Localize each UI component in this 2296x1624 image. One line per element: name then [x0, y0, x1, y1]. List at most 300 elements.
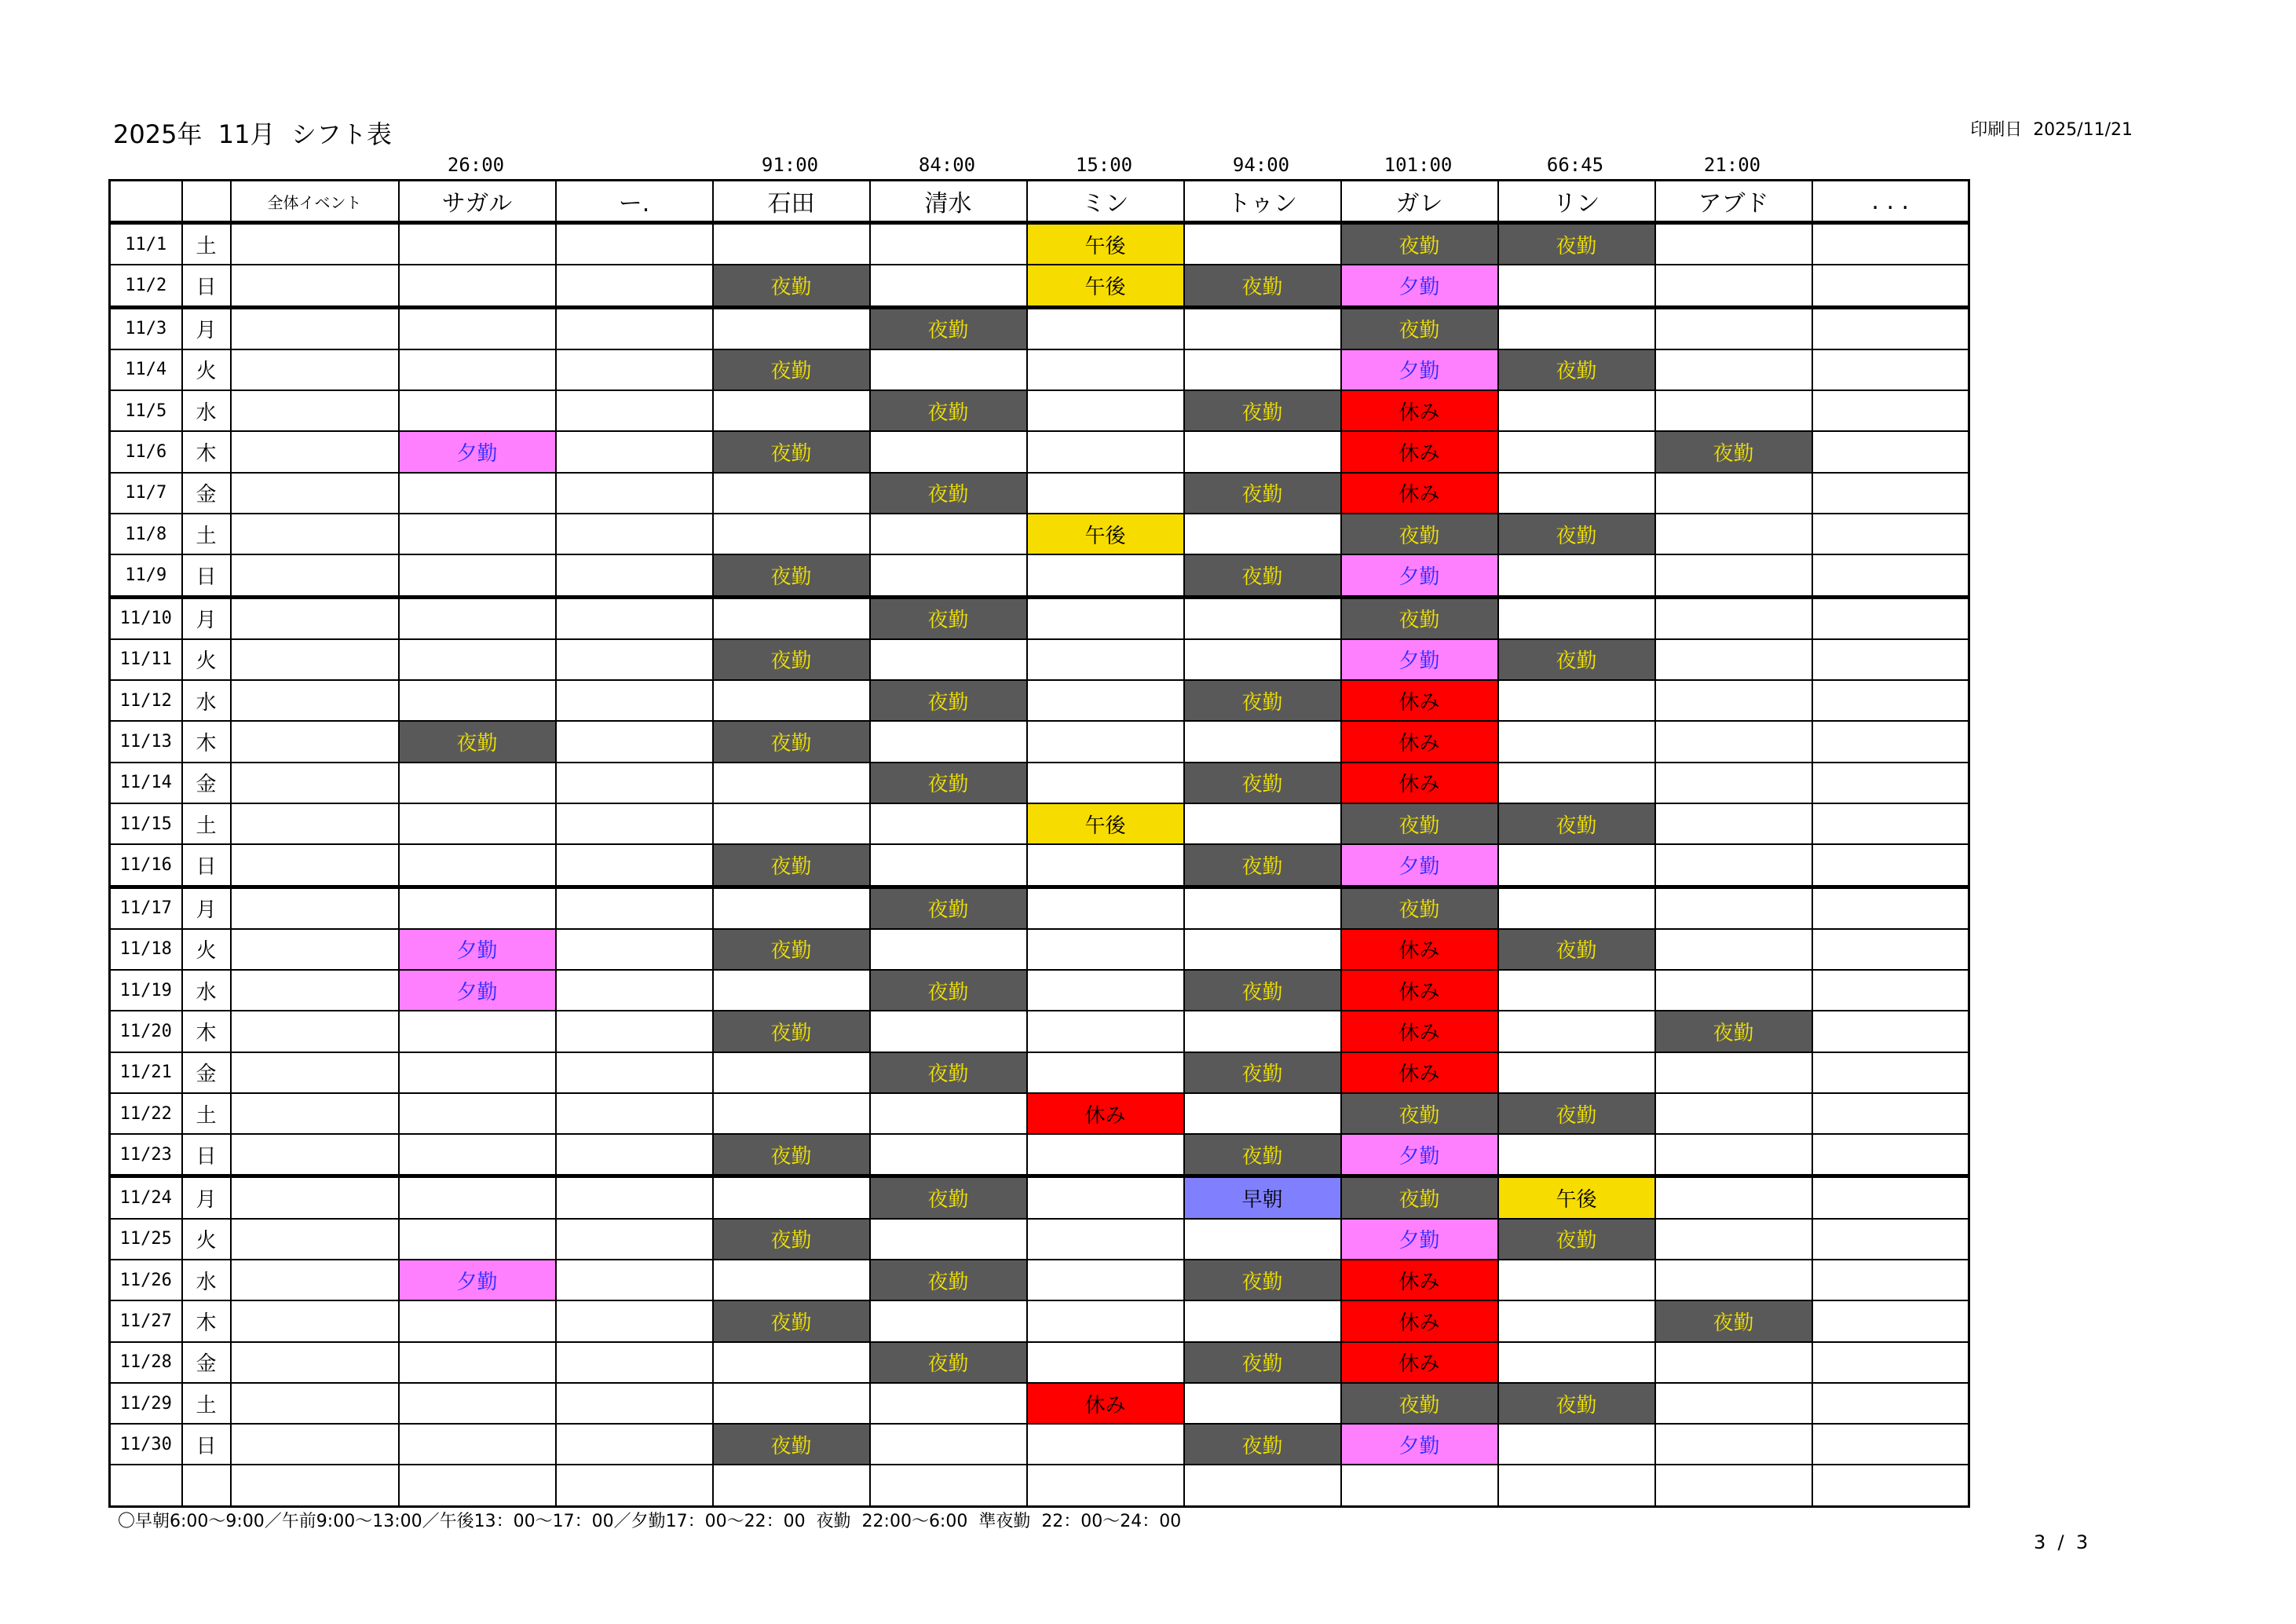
shift-cell: 午後	[1027, 514, 1184, 554]
weekday-cell: 火	[182, 349, 231, 390]
shift-cell	[870, 1465, 1027, 1506]
shift-cell: 夜勤	[713, 1219, 870, 1260]
shift-cell	[399, 597, 556, 639]
shift-cell: 午後	[1027, 265, 1184, 307]
shift-cell	[556, 680, 713, 721]
event-cell	[231, 1011, 399, 1052]
shift-cell	[1184, 1011, 1341, 1052]
date-cell: 11/10	[110, 597, 182, 639]
shift-cell: 夜勤	[713, 844, 870, 887]
day-row	[110, 223, 1969, 265]
staff-header: ガレ	[1341, 181, 1498, 223]
shift-cell	[1812, 929, 1969, 970]
shift-cell	[1812, 887, 1969, 929]
shift-cell	[1027, 1300, 1184, 1341]
date-cell: 11/1	[110, 223, 182, 265]
staff-total-hours: 26:00	[447, 154, 505, 176]
shift-cell	[399, 1093, 556, 1134]
day-row	[110, 721, 1969, 762]
shift-cell	[399, 1342, 556, 1383]
shift-cell: 夜勤	[1184, 1342, 1341, 1383]
shift-cell	[1184, 929, 1341, 970]
shift-cell: 夜勤	[1184, 680, 1341, 721]
page-title: 2025年 11月 シフト表	[113, 119, 392, 149]
staff-total-hours: 84:00	[918, 154, 976, 176]
shift-cell: 夜勤	[1341, 597, 1498, 639]
shift-cell	[399, 1300, 556, 1341]
shift-cell	[713, 514, 870, 554]
shift-cell	[713, 1383, 870, 1424]
day-row	[110, 1219, 1969, 1260]
day-row	[110, 763, 1969, 803]
shift-cell	[1655, 1342, 1812, 1383]
shift-cell	[556, 390, 713, 431]
shift-cell	[1498, 680, 1655, 721]
shift-cell: 夜勤	[1498, 1383, 1655, 1424]
staff-header: リン	[1498, 181, 1655, 223]
shift-cell	[1498, 1424, 1655, 1465]
event-cell	[231, 1465, 399, 1506]
weekday-cell: 金	[182, 763, 231, 803]
shift-cell	[1027, 1219, 1184, 1260]
day-row	[110, 1260, 1969, 1300]
date-cell: 11/7	[110, 473, 182, 514]
date-cell	[110, 1465, 182, 1506]
date-cell: 11/27	[110, 1300, 182, 1341]
shift-cell	[1498, 473, 1655, 514]
event-cell	[231, 1383, 399, 1424]
weekday-cell: 水	[182, 390, 231, 431]
shift-cell	[1812, 721, 1969, 762]
shift-cell	[1812, 1383, 1969, 1424]
shift-cell: 夕勤	[1341, 265, 1498, 307]
shift-cell: 夜勤	[713, 721, 870, 762]
shift-cell	[870, 514, 1027, 554]
staff-header: . . .	[1812, 181, 1969, 223]
shift-cell: 夜勤	[870, 597, 1027, 639]
shift-cell: 夜勤	[870, 1260, 1027, 1300]
shift-cell	[1027, 929, 1184, 970]
staff-total-hours: 101:00	[1384, 154, 1453, 176]
weekday-column-header	[182, 181, 231, 223]
shift-cell	[713, 307, 870, 349]
date-cell: 11/19	[110, 970, 182, 1011]
date-cell: 11/12	[110, 680, 182, 721]
shift-cell: 夕勤	[1341, 554, 1498, 597]
shift-cell	[1184, 514, 1341, 554]
day-row	[110, 597, 1969, 639]
shift-cell	[1027, 1052, 1184, 1093]
shift-cell: 休み	[1341, 1300, 1498, 1341]
shift-cell	[1812, 639, 1969, 680]
day-row	[110, 514, 1969, 554]
event-cell	[231, 514, 399, 554]
weekday-cell: 金	[182, 1342, 231, 1383]
shift-cell: 休み	[1341, 721, 1498, 762]
event-cell	[231, 763, 399, 803]
shift-cell	[1812, 970, 1969, 1011]
shift-cell	[556, 1093, 713, 1134]
shift-cell	[870, 554, 1027, 597]
shift-cell	[713, 803, 870, 844]
shift-cell	[399, 763, 556, 803]
shift-cell	[1812, 680, 1969, 721]
shift-cell: 夜勤	[713, 554, 870, 597]
date-cell: 11/20	[110, 1011, 182, 1052]
shift-cell	[556, 1300, 713, 1341]
shift-cell	[399, 1219, 556, 1260]
shift-cell	[556, 597, 713, 639]
shift-cell	[1655, 1219, 1812, 1260]
shift-cell	[1498, 1011, 1655, 1052]
shift-cell	[1812, 803, 1969, 844]
shift-cell: 夜勤	[1341, 307, 1498, 349]
shift-cell	[1655, 680, 1812, 721]
shift-cell	[556, 1260, 713, 1300]
day-row	[110, 1424, 1969, 1465]
shift-cell: 夕勤	[1341, 639, 1498, 680]
weekday-cell: 日	[182, 1134, 231, 1176]
shift-cell	[713, 970, 870, 1011]
date-cell: 11/29	[110, 1383, 182, 1424]
shift-cell: 夜勤	[1655, 1011, 1812, 1052]
shift-cell: 休み	[1341, 1260, 1498, 1300]
shift-cell: 休み	[1341, 473, 1498, 514]
day-row	[110, 680, 1969, 721]
shift-cell	[1655, 1176, 1812, 1219]
shift-cell	[399, 887, 556, 929]
shift-cell	[1027, 307, 1184, 349]
day-row	[110, 1052, 1969, 1093]
event-column-header: 全体イベント	[231, 181, 399, 223]
shift-cell	[1655, 803, 1812, 844]
day-row	[110, 887, 1969, 929]
shift-cell	[1812, 514, 1969, 554]
day-row	[110, 929, 1969, 970]
shift-cell	[870, 431, 1027, 472]
shift-cell	[399, 844, 556, 887]
date-cell: 11/13	[110, 721, 182, 762]
event-cell	[231, 1219, 399, 1260]
day-row	[110, 1465, 1969, 1506]
shift-cell	[1498, 265, 1655, 307]
shift-cell	[556, 844, 713, 887]
shift-cell	[1027, 887, 1184, 929]
date-cell: 11/17	[110, 887, 182, 929]
shift-cell	[1498, 307, 1655, 349]
shift-cell: 休み	[1027, 1093, 1184, 1134]
shift-cell: 夜勤	[1341, 1383, 1498, 1424]
weekday-cell: 水	[182, 680, 231, 721]
shift-cell: 夜勤	[1184, 554, 1341, 597]
shift-cell	[556, 1383, 713, 1424]
shift-cell	[399, 473, 556, 514]
shift-time-legend: 〇早朝6:00〜9:00／午前9:00〜13:00／午後13：00〜17：00／夕勤17：00〜22：00 夜勤 22:00〜6:00 準夜勤 22：00〜24：00	[118, 1512, 1182, 1531]
shift-cell	[1027, 1260, 1184, 1300]
shift-cell	[713, 1176, 870, 1219]
shift-cell	[399, 1424, 556, 1465]
shift-cell: 夜勤	[713, 929, 870, 970]
staff-header: アブド	[1655, 181, 1812, 223]
shift-cell: 夕勤	[399, 431, 556, 472]
date-cell: 11/2	[110, 265, 182, 307]
shift-cell	[399, 390, 556, 431]
shift-cell	[556, 639, 713, 680]
shift-cell	[870, 721, 1027, 762]
shift-cell: 夜勤	[1498, 1093, 1655, 1134]
shift-cell	[1498, 1134, 1655, 1176]
shift-cell	[399, 1134, 556, 1176]
event-cell	[231, 265, 399, 307]
shift-cell	[556, 1134, 713, 1176]
print-date: 印刷日 2025/11/21	[1970, 120, 2133, 140]
shift-cell: 夜勤	[870, 473, 1027, 514]
shift-cell	[556, 1424, 713, 1465]
day-row	[110, 970, 1969, 1011]
weekday-cell: 土	[182, 1383, 231, 1424]
event-cell	[231, 721, 399, 762]
shift-cell: 夜勤	[1184, 1424, 1341, 1465]
shift-cell: 夜勤	[1498, 514, 1655, 554]
shift-cell: 夜勤	[713, 431, 870, 472]
shift-cell	[1655, 554, 1812, 597]
staff-header: サガル	[399, 181, 556, 223]
shift-cell	[713, 597, 870, 639]
shift-cell	[1027, 844, 1184, 887]
shift-cell: 夜勤	[870, 390, 1027, 431]
event-cell	[231, 929, 399, 970]
shift-cell	[1655, 970, 1812, 1011]
shift-cell: 休み	[1341, 431, 1498, 472]
shift-cell	[1655, 639, 1812, 680]
date-cell: 11/5	[110, 390, 182, 431]
shift-cell	[1498, 763, 1655, 803]
shift-cell: 休み	[1341, 1011, 1498, 1052]
event-cell	[231, 307, 399, 349]
shift-cell	[870, 1011, 1027, 1052]
shift-cell	[1655, 1093, 1812, 1134]
shift-cell	[870, 1093, 1027, 1134]
event-cell	[231, 597, 399, 639]
weekday-cell: 日	[182, 265, 231, 307]
weekday-cell: 月	[182, 307, 231, 349]
shift-cell	[556, 1219, 713, 1260]
shift-cell	[1184, 639, 1341, 680]
shift-cell: 夜勤	[713, 1134, 870, 1176]
shift-cell: 夜勤	[713, 265, 870, 307]
date-cell: 11/23	[110, 1134, 182, 1176]
shift-cell	[1812, 1219, 1969, 1260]
shift-cell	[1812, 1342, 1969, 1383]
shift-cell: 夜勤	[713, 349, 870, 390]
shift-cell: 夜勤	[1498, 223, 1655, 265]
shift-cell	[1184, 597, 1341, 639]
shift-cell	[1027, 473, 1184, 514]
shift-cell	[1655, 514, 1812, 554]
shift-cell: 夕勤	[399, 929, 556, 970]
shift-cell	[1655, 390, 1812, 431]
shift-cell	[1812, 431, 1969, 472]
shift-cell: 夜勤	[1184, 763, 1341, 803]
date-cell: 11/3	[110, 307, 182, 349]
shift-cell: 夜勤	[1498, 803, 1655, 844]
shift-cell	[1812, 763, 1969, 803]
shift-cell	[556, 887, 713, 929]
shift-cell	[1027, 390, 1184, 431]
shift-cell: 夜勤	[1655, 1300, 1812, 1341]
shift-cell	[556, 803, 713, 844]
shift-cell	[1027, 1134, 1184, 1176]
shift-cell: 夜勤	[870, 887, 1027, 929]
shift-cell	[1027, 431, 1184, 472]
shift-cell	[1655, 763, 1812, 803]
shift-cell	[1498, 554, 1655, 597]
shift-cell: 夜勤	[870, 1052, 1027, 1093]
shift-cell	[1498, 597, 1655, 639]
event-cell	[231, 803, 399, 844]
shift-cell	[1341, 1465, 1498, 1506]
shift-cell: 夜勤	[1184, 390, 1341, 431]
shift-cell	[556, 349, 713, 390]
shift-cell: 夜勤	[713, 639, 870, 680]
shift-cell	[713, 887, 870, 929]
day-row	[110, 1300, 1969, 1341]
shift-cell: 夕勤	[1341, 1424, 1498, 1465]
shift-cell	[1655, 844, 1812, 887]
shift-cell	[1498, 1300, 1655, 1341]
shift-cell	[399, 514, 556, 554]
shift-cell	[399, 639, 556, 680]
shift-cell: 休み	[1341, 1052, 1498, 1093]
shift-cell	[1027, 1424, 1184, 1465]
day-row	[110, 803, 1969, 844]
shift-cell	[399, 1465, 556, 1506]
weekday-cell: 日	[182, 1424, 231, 1465]
shift-cell: 夜勤	[870, 763, 1027, 803]
shift-cell: 夜勤	[1341, 514, 1498, 554]
weekday-cell: 木	[182, 431, 231, 472]
staff-header: ミン	[1027, 181, 1184, 223]
shift-cell: 夜勤	[1498, 639, 1655, 680]
shift-cell: 休み	[1341, 970, 1498, 1011]
shift-cell	[713, 390, 870, 431]
shift-cell	[556, 431, 713, 472]
weekday-cell: 火	[182, 929, 231, 970]
weekday-cell: 木	[182, 721, 231, 762]
shift-cell	[870, 1219, 1027, 1260]
shift-cell	[713, 1465, 870, 1506]
shift-cell	[870, 639, 1027, 680]
header-row	[110, 181, 1969, 223]
shift-cell: 夜勤	[1184, 1052, 1341, 1093]
event-cell	[231, 554, 399, 597]
event-cell	[231, 390, 399, 431]
shift-cell	[556, 1465, 713, 1506]
event-cell	[231, 639, 399, 680]
shift-cell	[1812, 349, 1969, 390]
date-cell: 11/25	[110, 1219, 182, 1260]
staff-header: ー.	[556, 181, 713, 223]
shift-cell	[1655, 1424, 1812, 1465]
shift-cell	[1812, 223, 1969, 265]
weekday-cell	[182, 1465, 231, 1506]
date-cell: 11/21	[110, 1052, 182, 1093]
shift-cell	[1027, 1465, 1184, 1506]
shift-cell	[713, 1093, 870, 1134]
shift-cell	[1027, 597, 1184, 639]
staff-total-hours: 66:45	[1546, 154, 1604, 176]
shift-cell	[1655, 1465, 1812, 1506]
shift-cell	[1812, 1424, 1969, 1465]
shift-cell	[1655, 597, 1812, 639]
shift-cell: 夜勤	[1498, 929, 1655, 970]
shift-cell	[399, 554, 556, 597]
shift-cell	[1655, 887, 1812, 929]
shift-cell	[1498, 390, 1655, 431]
shift-cell	[556, 1176, 713, 1219]
date-cell: 11/9	[110, 554, 182, 597]
day-row	[110, 1176, 1969, 1219]
shift-cell: 夜勤	[1341, 1176, 1498, 1219]
shift-cell	[1812, 554, 1969, 597]
shift-cell	[556, 307, 713, 349]
shift-cell: 夕勤	[399, 1260, 556, 1300]
shift-cell	[1184, 307, 1341, 349]
weekday-cell: 水	[182, 970, 231, 1011]
date-cell: 11/15	[110, 803, 182, 844]
shift-cell	[1655, 307, 1812, 349]
shift-cell: 早朝	[1184, 1176, 1341, 1219]
shift-cell	[1812, 1011, 1969, 1052]
shift-cell	[1655, 265, 1812, 307]
event-cell	[231, 223, 399, 265]
event-cell	[231, 473, 399, 514]
event-cell	[231, 1134, 399, 1176]
shift-cell: 休み	[1341, 1342, 1498, 1383]
shift-cell: 午後	[1027, 803, 1184, 844]
shift-cell: 休み	[1341, 680, 1498, 721]
shift-cell	[1655, 929, 1812, 970]
shift-cell	[399, 223, 556, 265]
weekday-cell: 土	[182, 514, 231, 554]
shift-cell: 夜勤	[1655, 431, 1812, 472]
shift-cell	[1184, 1383, 1341, 1424]
day-row	[110, 1093, 1969, 1134]
event-cell	[231, 970, 399, 1011]
event-cell	[231, 844, 399, 887]
shift-cell	[556, 1052, 713, 1093]
shift-cell: 休み	[1341, 763, 1498, 803]
shift-cell	[870, 1300, 1027, 1341]
shift-cell	[1027, 721, 1184, 762]
weekday-cell: 日	[182, 844, 231, 887]
shift-cell	[1027, 1176, 1184, 1219]
shift-cell	[399, 680, 556, 721]
event-cell	[231, 1300, 399, 1341]
shift-cell	[870, 1383, 1027, 1424]
shift-cell	[556, 223, 713, 265]
shift-cell	[1812, 473, 1969, 514]
shift-cell	[1498, 1260, 1655, 1300]
shift-cell	[713, 473, 870, 514]
shift-cell: 夕勤	[399, 970, 556, 1011]
weekday-cell: 月	[182, 597, 231, 639]
shift-cell: 夜勤	[713, 1011, 870, 1052]
shift-cell	[399, 1052, 556, 1093]
day-row	[110, 554, 1969, 597]
date-cell: 11/30	[110, 1424, 182, 1465]
weekday-cell: 火	[182, 1219, 231, 1260]
